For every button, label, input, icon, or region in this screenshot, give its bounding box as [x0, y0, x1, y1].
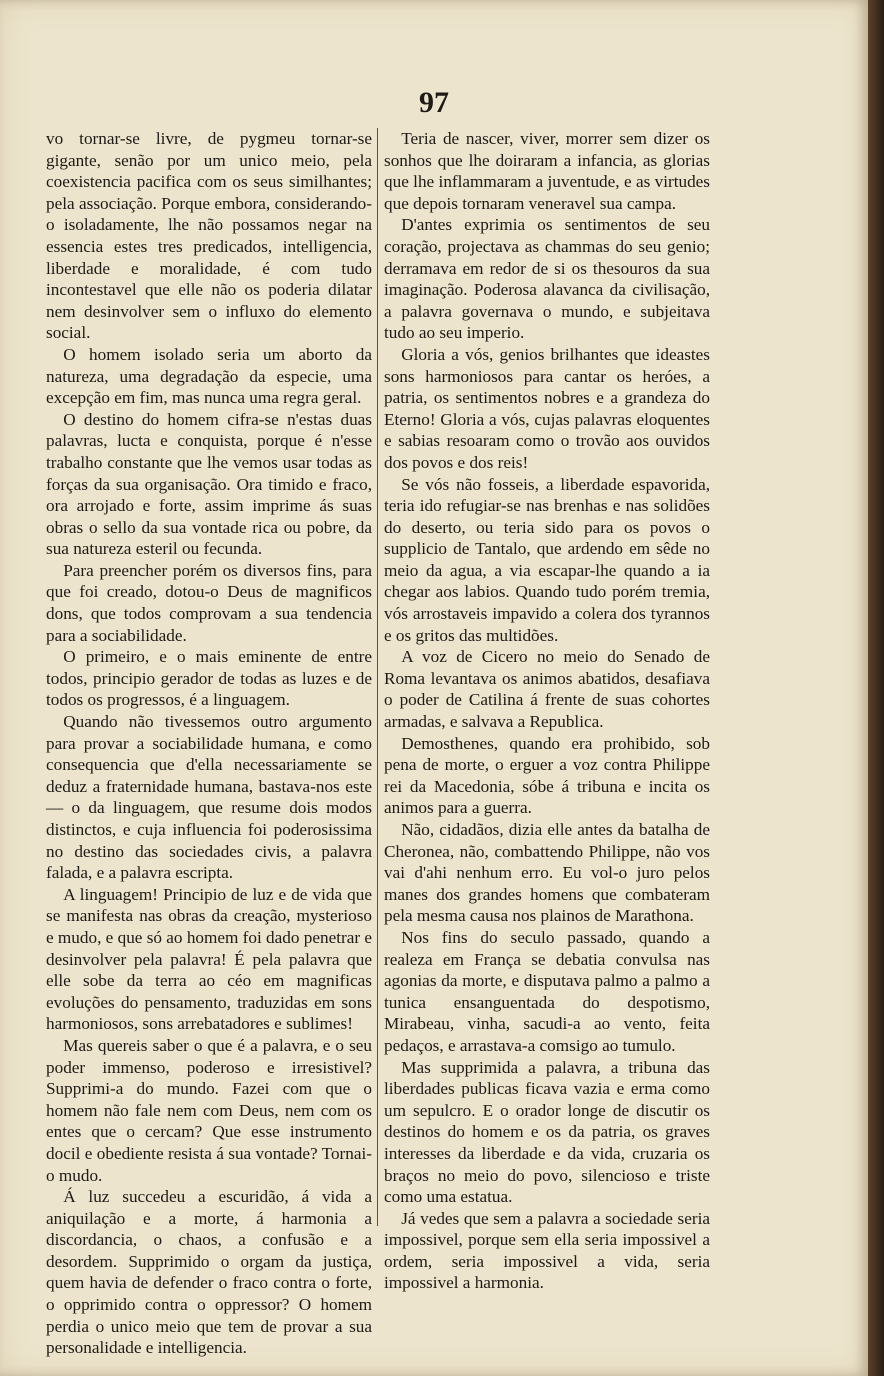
paragraph: Mas quereis saber o que é a palavra, e o seu poder immenso, poderoso e irresistivel? Supprimi-a do mundo. Fazei com que o homem não fale nem com Deus, nem com os entes que o cercam? Que esse instrumento docil e obediente resista á sua vontade? Tornai-o mudo. — [46, 1035, 372, 1185]
paragraph: Mas supprimida a palavra, a tribuna das liberdades publicas ficava vazia e erma como um sepulcro. E o orador longe de discutir os destinos do homem e os da patria, os graves interesses da liberdade e da vida, cruzaria os braços no meio do povo, silencioso e triste como uma estatua. — [384, 1057, 710, 1207]
right-column — [384, 128, 710, 1294]
paragraph: A voz de Cicero no meio do Senado de Roma levantava os animos abatidos, desafiava o poder de Catilina á frente de suas cohortes armadas, e salvava a Republica. — [384, 647, 710, 732]
paragraph: Teria de nascer, viver, morrer sem dizer os sonhos que lhe doiraram a infancia, as glorias que lhe inflammaram a juventude, e as virtudes que depois tornaram veneravel sua campa. — [384, 129, 710, 213]
paragraph: Se vós não fosseis, a liberdade espavorida, teria ido refugiar-se nas brenhas e nas solidões do deserto, ou teria sido para os povos o supplicio de Tantalo, que ardendo em sêde no meio da agua, a via escapar-lhe quando a ia chegar aos labios. Quando tudo porém tremia, vós arrostaveis impavido a colera dos tyrannos e os gritos das multidões. — [384, 474, 710, 645]
left-column — [46, 128, 372, 1359]
paragraph: O homem isolado seria um aborto da natureza, uma degradação da especie, uma excepção em fim, mas nunca uma regra geral. — [46, 344, 372, 408]
paragraph: O destino do homem cifra-se n'estas duas palavras, lucta e conquista, porque é n'esse trabalho constante que lhe vemos usar todas as forças da sua organisação. Ora timido e fraco, ora arrojado e forte, assim imprime ás suas obras o sello da sua vontade rica ou pobre, da sua natureza esteril ou fecunda. — [46, 409, 372, 559]
paragraph: Gloria a vós, genios brilhantes que ideastes sons harmoniosos para cantar os heróes, a patria, os sentimentos nobres e a grandeza do Eterno! Gloria a vós, cujas palavras eloquentes e sabias resoaram como o trovão aos ouvidos dos povos e dos reis! — [384, 344, 710, 472]
page-number: 97 — [419, 86, 449, 119]
paragraph: Á luz succedeu a escuridão, á vida a aniquilação e a morte, á harmonia a discordancia, o chaos, a confusão e a desordem. Supprimido o orgam da justiça, quem havia de defender o fraco contra o forte, o opprimido contra o oppressor? O homem perdia o unico meio que tem de provar a sua personalidade e intelligencia. — [46, 1187, 372, 1358]
paragraph: O primeiro, e o mais eminente de entre todos, principio gerador de todas as luzes e de todos os progressos, é a linguagem. — [46, 647, 372, 710]
paragraph: Não, cidadãos, dizia elle antes da batalha de Cheronea, não, combattendo Philippe, não vos vai d'ahi nenhum erro. Eu vol-o juro pelos manes dos grandes homens que combateram pela mesma causa nos plainos de Marathona. — [384, 820, 710, 926]
paragraph: Quando não tivessemos outro argumento para provar a sociabilidade humana, e como consequencia que d'ella necessariamente se deduz a fraternidade humana, bastava-nos este — o da linguagem, que resume dois modos distinctos, e cuja influencia foi poderosissima no destino das sociedades civis, a palavra falada, e a palavra escripta. — [46, 712, 372, 883]
paragraph: Nos fins do seculo passado, quando a realeza em França se debatia convulsa nas agonias da morte, e disputava palmo a palmo a tunica ensanguentada do despotismo, Mirabeau, vinha, sacudi-a ao vento, feita pedaços, e arrastava-a comsigo ao tumulo. — [384, 927, 710, 1055]
paragraph: Já vedes que sem a palavra a sociedade seria impossivel, porque sem ella seria impossivel a ordem, seria impossivel a vida, seria impossivel a harmonia. — [384, 1208, 710, 1293]
paragraph: A linguagem! Principio de luz e de vida que se manifesta nas obras da creação, mysterioso e mudo, e que só ao homem foi dado penetrar e desinvolver pela palavra! É pela palavra que elle sobe da terra ao céo em magnificas evoluções do pensamento, traduzidas em sons harmoniosos, sons arrebatadores e sublimes! — [46, 884, 372, 1034]
paragraph: Demosthenes, quando era prohibido, sob pena de morte, o erguer a voz contra Philippe rei da Macedonia, sóbe á tribuna e incita os animos para a guerra. — [384, 733, 710, 818]
paragraph: vo tornar-se livre, de pygmeu tornar-se gigante, senão por um unico meio, pela coexistencia pacifica com os seus similhantes; pela associação. Porque embora, considerando-o isoladamente, lhe não possamos negar na essencia estes tres predicados, intelligencia, liberdade e moralidade, é com tudo incontestavel que elle não os poderia dilatar nem desinvolver sem o influxo do elemento social. — [46, 129, 372, 343]
column-divider — [377, 128, 378, 1226]
paragraph: Para preencher porém os diversos fins, para que foi creado, dotou-o Deus de magnificos dons, que todos comprovam a sua tendencia para a sociabilidade. — [46, 560, 372, 645]
book-edge — [868, 0, 884, 1376]
paragraph: D'antes exprimia os sentimentos de seu coração, projectava as chammas do seu genio; derramava em redor de si os thesouros da sua imaginação. Poderosa alavanca da civilisação, a palavra governava o mundo, e subjeitava tudo ao seu imperio. — [384, 215, 710, 343]
